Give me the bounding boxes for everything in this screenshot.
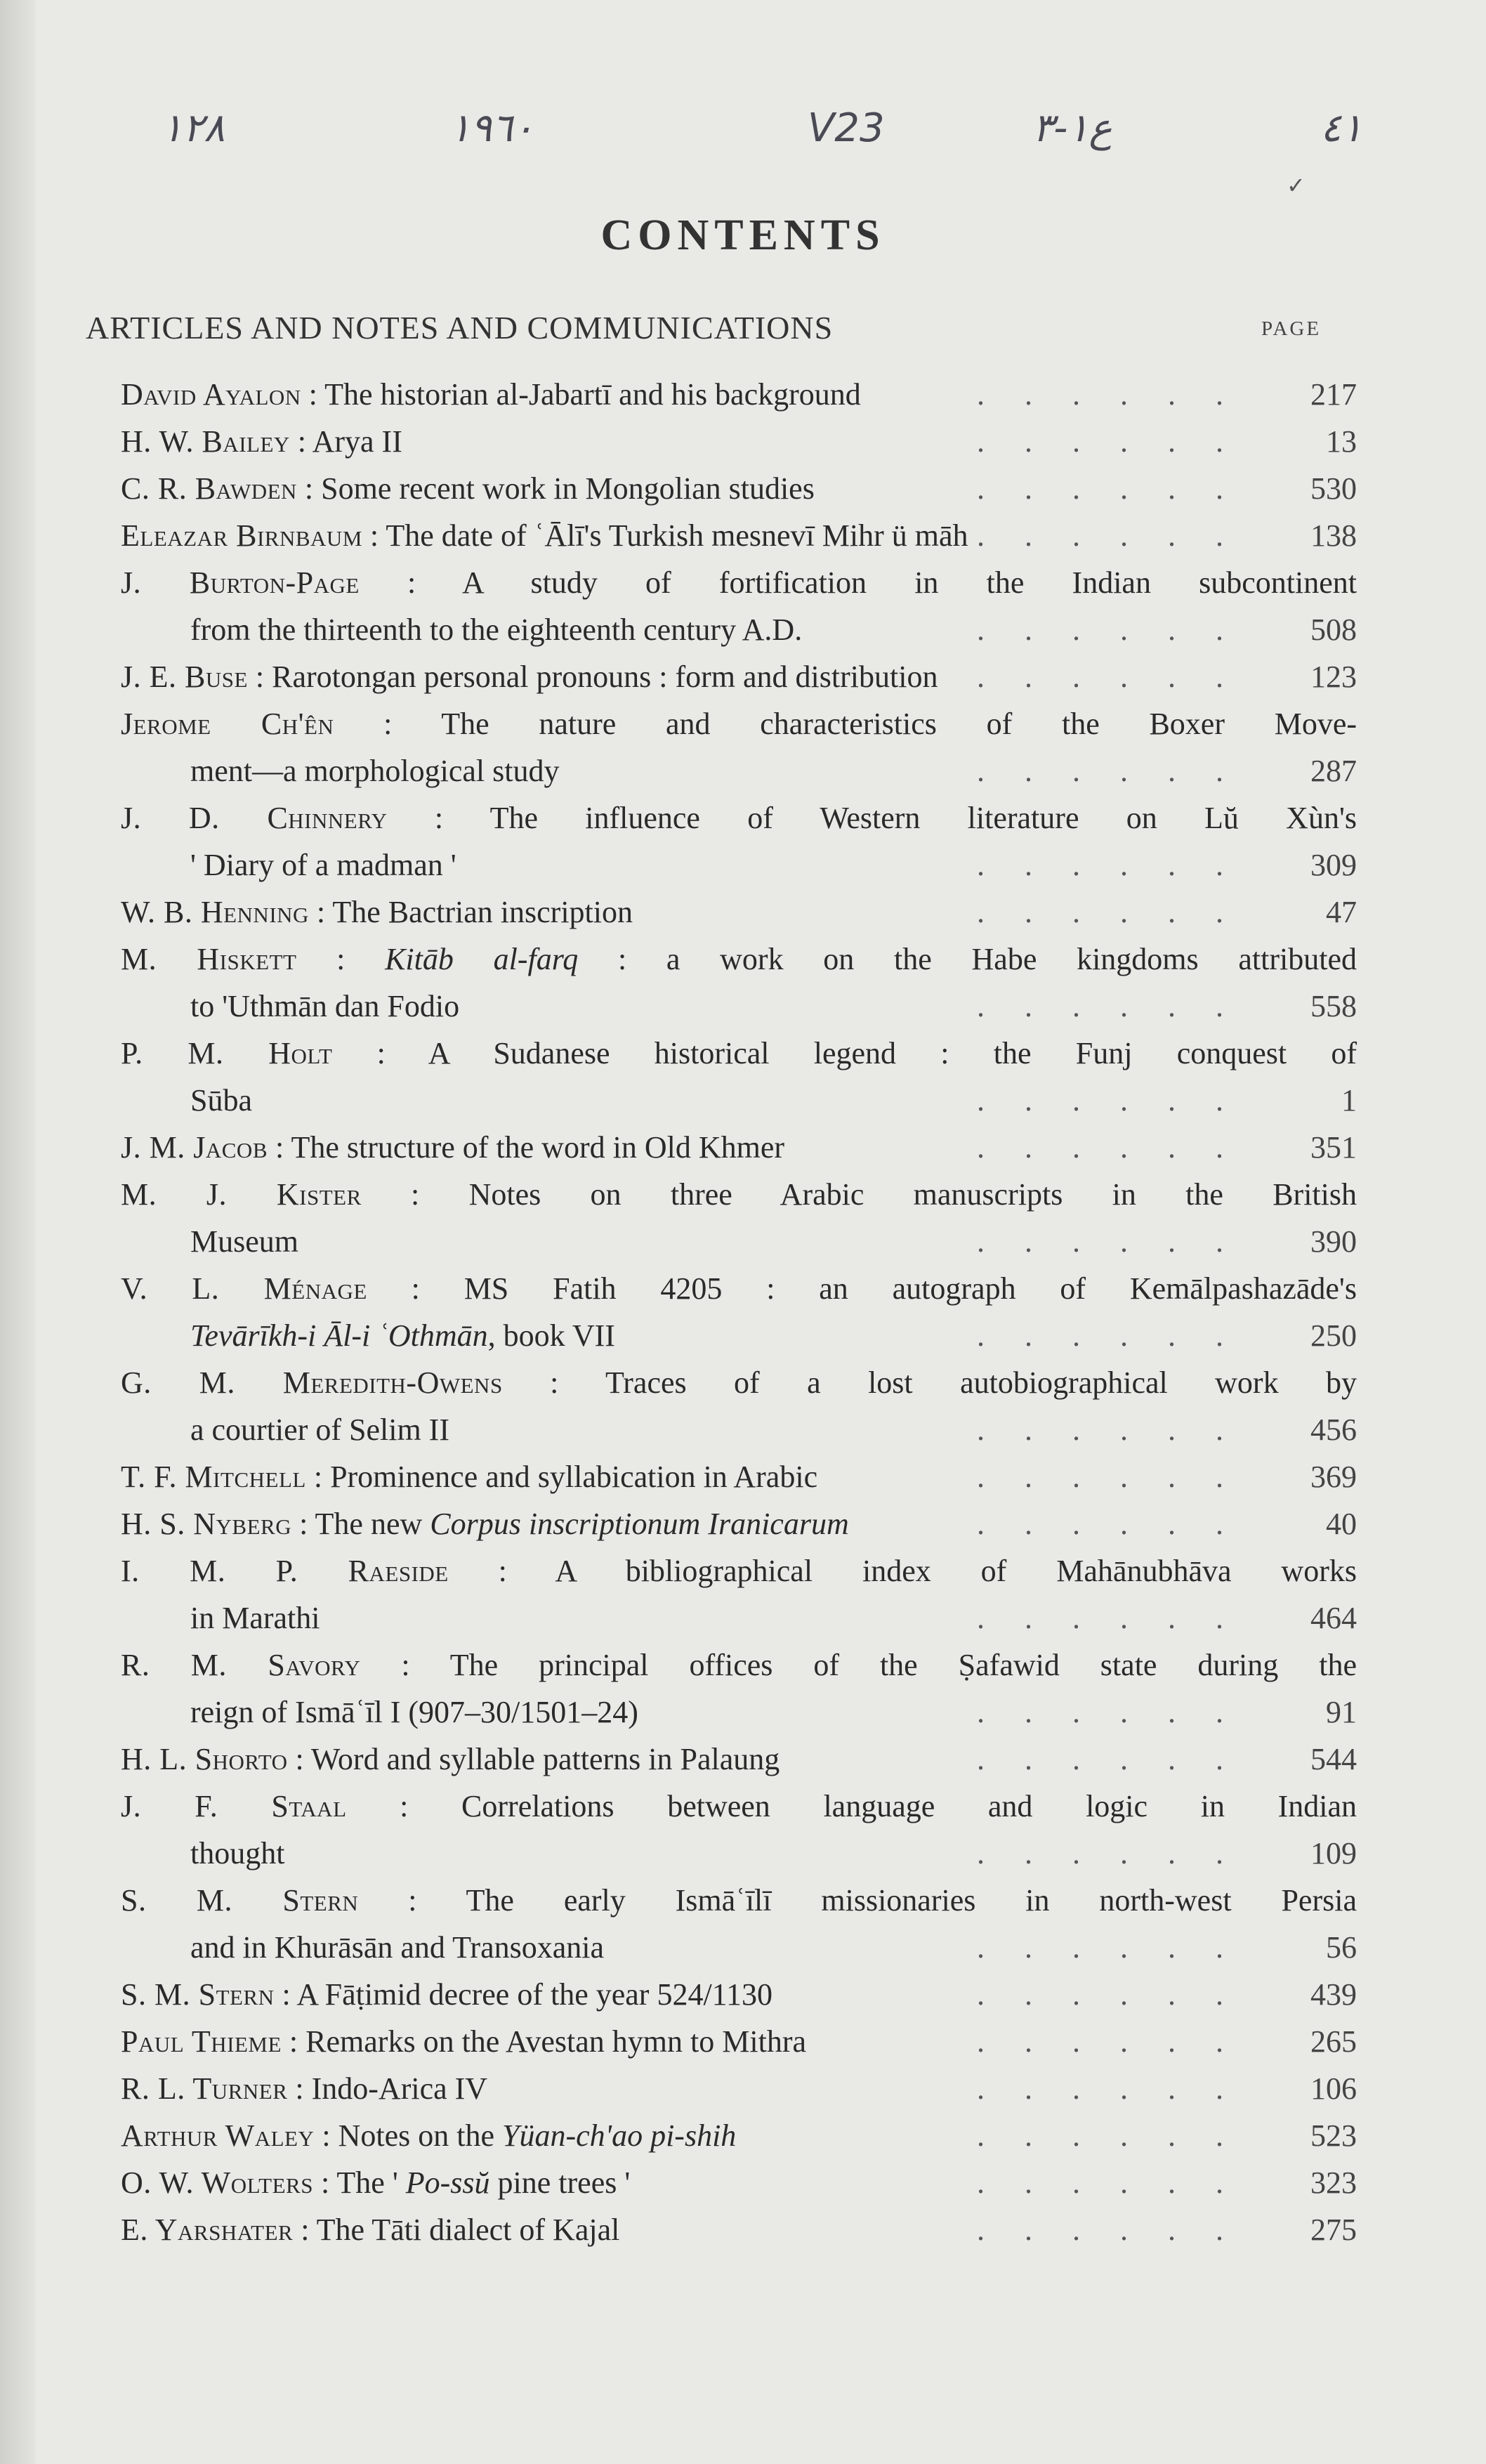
entry-continuation-line [121,1594,1357,1641]
section-heading: ARTICLES AND NOTES AND COMMUNICATIONS [86,310,834,346]
handwritten-note-5: ٤١ [1320,105,1363,151]
entry-page-number: 91 [1326,1695,1357,1729]
entry-title: Notes on the [338,2118,494,2153]
entry-first-line: G. M. Meredith-Owens : Traces of a lost autobiographical work by [121,1365,1357,1400]
entry-title: The ' [336,2165,398,2200]
entry-first-line: H. W. Bailey : Arya II . . . . . . 13 [121,418,1357,465]
entry-continuation-line [121,1689,1357,1736]
entry-first-line: J. D. Chinnery : The influence of Western literature on Lŭ Xùn's [121,801,1357,835]
handwritten-note-2: ١٩٦٠ [449,105,534,151]
contents-entry[interactable] [121,1265,1357,1359]
entry-first-line: P. M. Holt : A Sudanese historical legend : the Funj conquest of [121,1036,1357,1070]
contents-entry[interactable] [121,1030,1357,1124]
entry-title-italic: Po-ssŭ [405,2165,490,2200]
leader-dots: . . . . . . [977,848,1223,882]
contents-entry[interactable] [121,700,1357,794]
contents-entry[interactable] [121,2065,1357,2112]
contents-entry[interactable] [121,889,1357,936]
entry-page-number: 265 [1310,2024,1357,2059]
entry-author: S. M. Stern [121,1977,275,2012]
entry-page-number: 464 [1310,1601,1357,1635]
leader-dots: . . . . . . [977,2071,1223,2106]
entry-page-number: 109 [1310,1836,1357,1870]
entry-page-number: 530 [1310,471,1357,506]
entry-first-line: C. R. Bawden : Some recent work in Mongolian studies . . . . . . 530 [121,465,1357,512]
contents-entry[interactable] [121,1453,1357,1500]
entry-continuation: and in Khurāsān and Transoxania [190,1930,605,1965]
page-binding-shadow [0,0,35,2464]
entry-title: The influence of Western literature on Lŭ Xùn's [489,801,1357,835]
entry-continuation: a courtier of Selim II [190,1413,449,1447]
entry-author: V. L. Ménage [121,1271,367,1306]
handwritten-tick-mark: ✓ [1287,173,1306,198]
entry-author: J. F. Staal [121,1789,347,1823]
leader-dots: . . . . . . [977,377,1223,412]
entry-page-number: 217 [1310,377,1357,412]
entry-continuation: , book VII [487,1318,615,1353]
leader-dots: . . . . . . [977,1742,1223,1776]
entry-first-line: H. S. Nyberg : The new Corpus inscriptionum Iranicarum . . . . . . 40 [121,1500,1357,1547]
entry-page-number: 309 [1310,848,1357,882]
entry-first-line: Jerome Ch'ên : The nature and characteristics of the Boxer Move- [121,707,1357,741]
leader-dots: . . . . . . [977,1695,1223,1729]
entry-continuation: Sūba [190,1083,252,1118]
entry-page-number: 523 [1310,2118,1357,2153]
entry-author: O. W. Wolters [121,2165,313,2200]
contents-entry[interactable] [121,1171,1357,1265]
entry-continuation-line [121,1406,1357,1453]
entry-title: Correlations between language and logic in Indian [461,1789,1357,1823]
entry-title: A bibliographical index of Mahānubhāva works [555,1554,1357,1588]
entry-author: R. M. Savory [121,1648,361,1682]
entry-title: MS Fatih 4205 : an autograph of Kemālpashazāde's [463,1271,1357,1306]
entry-author: S. M. Stern [121,1883,359,1918]
entry-first-line: David Ayalon : The historian al-Jabartī and his background . . . . . . 217 [121,371,1357,418]
entry-title: The Bactrian inscription [332,895,633,929]
contents-entry[interactable] [121,1783,1357,1877]
entry-page-number: 138 [1310,518,1357,553]
entry-author: C. R. Bawden [121,471,297,506]
entry-author: M. Hiskett [121,942,297,976]
entry-title: Remarks on the Avestan hymn to Mithra [305,2024,807,2059]
leader-dots: . . . . . . [977,1413,1223,1447]
contents-entry[interactable] [121,1547,1357,1641]
contents-entry[interactable] [121,2159,1357,2206]
leader-dots: . . . . . . [977,424,1223,459]
entry-first-line: R. L. Turner : Indo-Arica IV . . . . . . 106 [121,2065,1357,2112]
entry-continuation-line [121,606,1357,653]
entry-first-line: R. M. Savory : The principal offices of the Ṣafawid state during the [121,1648,1357,1682]
entry-page-number: 287 [1310,754,1357,788]
leader-dots: . . . . . . [977,1460,1223,1494]
contents-entry[interactable] [121,418,1357,465]
entry-first-line: I. M. P. Raeside : A bibliographical index of Mahānubhāva works [121,1554,1357,1588]
entry-title: Indo-Arica IV [311,2071,488,2106]
entry-author: J. Burton-Page [121,565,360,600]
entry-first-line: M. Hiskett : Kitāb al-farq : a work on the Habe kingdoms attributed [121,942,1357,976]
entry-title: A study of fortification in the Indian subcontinent [462,565,1357,600]
contents-entry[interactable] [121,371,1357,418]
entry-first-line: J. F. Staal : Correlations between language and logic in Indian [121,1789,1357,1823]
entry-first-line: E. Yarshater : The Tāti dialect of Kajal . . . . . . 275 [121,2206,1357,2253]
entry-title: Traces of a lost autobiographical work by [605,1365,1357,1400]
entry-page-number: 390 [1310,1224,1357,1259]
entry-first-line: Arthur Waley : Notes on the Yüan-ch'ao pi-shih . . . . . . 523 [121,2112,1357,2159]
entry-title: The date of ʿĀlī's Turkish mesnevī Mihr ü māh [386,518,968,553]
entry-title: The early Ismāʿīlī missionaries in north-west Persia [466,1883,1357,1918]
leader-dots: . . . . . . [977,1318,1223,1353]
entry-title: Rarotongan personal pronouns : form and distribution [272,660,938,694]
leader-dots: . . . . . . [977,895,1223,929]
entry-continuation: reign of Ismāʿīl I (907–30/1501–24) [190,1695,638,1729]
entry-continuation-line [121,983,1357,1030]
entry-author: J. D. Chinnery [121,801,388,835]
contents-entry[interactable] [121,512,1357,559]
entry-author: Paul Thieme [121,2024,282,2059]
entry-author: M. J. Kister [121,1177,362,1212]
entry-continuation-line [121,1077,1357,1124]
handwritten-note-3: V23 [808,105,885,151]
leader-dots: . . . . . . [977,471,1223,506]
entry-title-italic: Kitāb al-farq [385,942,579,976]
entry-title: Notes on three Arabic manuscripts in the British [468,1177,1357,1212]
entry-page-number: 106 [1310,2071,1357,2106]
entry-first-line: Paul Thieme : Remarks on the Avestan hymn to Mithra . . . . . . 265 [121,2018,1357,2065]
entry-title: A Fāṭimid decree of the year 524/1130 [296,1977,773,2012]
entry-page-number: 508 [1310,612,1357,647]
contents-entry[interactable] [121,559,1357,653]
entry-title: The Tāti dialect of Kajal [316,2213,620,2247]
leader-dots: . . . . . . [977,660,1223,694]
entry-first-line: S. M. Stern : The early Ismāʿīlī missionaries in north-west Persia [121,1883,1357,1918]
entry-page-number: 544 [1310,1742,1357,1776]
entry-title: Word and syllable patterns in Palaung [310,1742,780,1776]
entry-continuation: ' Diary of a madman ' [190,848,456,882]
entry-title: : a work on the Habe kingdoms attributed [617,942,1357,976]
entry-page-number: 558 [1310,989,1357,1023]
entry-first-line: J. Burton-Page : A study of fortification in the Indian subcontinent [121,565,1357,600]
contents-entry[interactable] [121,1124,1357,1171]
entry-page-number: 351 [1310,1130,1357,1165]
contents-entry[interactable] [121,794,1357,889]
entry-page-number: 250 [1310,1318,1357,1353]
entry-page-number: 47 [1326,895,1357,929]
page-title: CONTENTS [600,211,886,259]
entry-page-number: 439 [1310,1977,1357,2012]
entry-author: J. M. Jacob [121,1130,268,1165]
contents-entry[interactable] [121,1359,1357,1453]
entry-title-end: pine trees ' [497,2165,631,2200]
entry-author: J. E. Buse [121,660,248,694]
entry-continuation: from the thirteenth to the eighteenth century A.D. [190,612,803,647]
leader-dots: . . . . . . [977,1930,1223,1965]
entry-continuation-line [121,841,1357,889]
leader-dots: . . . . . . [977,1224,1223,1259]
entry-continuation: Museum [190,1224,298,1259]
entry-page-number: 123 [1310,660,1357,694]
entry-author: H. L. Shorto [121,1742,288,1776]
leader-dots: . . . . . . [977,1507,1223,1541]
entry-author: H. W. Bailey [121,424,290,459]
entry-title: Arya II [312,424,402,459]
entry-author: W. B. Henning [121,895,309,929]
leader-dots: . . . . . . [977,754,1223,788]
entry-first-line: H. L. Shorto : Word and syllable patterns in Palaung . . . . . . 544 [121,1736,1357,1783]
entry-page-number: 456 [1310,1413,1357,1447]
entry-continuation-line [121,1312,1357,1359]
leader-dots: . . . . . . [977,2118,1223,2153]
contents-entry[interactable] [121,2112,1357,2159]
entry-first-line: S. M. Stern : A Fāṭimid decree of the year 524/1130 . . . . . . 439 [121,1971,1357,2018]
contents-entry[interactable] [121,1877,1357,1971]
entry-page-number: 323 [1310,2165,1357,2200]
leader-dots: . . . . . . [977,518,1223,553]
entry-page-number: 369 [1310,1460,1357,1494]
leader-dots: . . . . . . [977,1083,1223,1118]
entry-page-number: 13 [1326,424,1357,459]
entry-continuation: thought [190,1836,285,1870]
entry-author: I. M. P. Raeside [121,1554,449,1588]
entry-title: The historian al-Jabartī and his background [324,377,861,412]
entry-first-line: M. J. Kister : Notes on three Arabic manuscripts in the British [121,1177,1357,1212]
entry-title: A Sudanese historical legend : the Funj conquest of [428,1036,1357,1070]
entry-author: Jerome Ch'ên [121,707,334,741]
contents-entry[interactable] [121,1641,1357,1736]
entry-continuation-line [121,1218,1357,1265]
entry-continuation: to 'Uthmān dan Fodio [190,989,460,1023]
entry-author: David Ayalon [121,377,301,412]
entry-title: Some recent work in Mongolian studies [321,471,815,506]
entry-title: The nature and characteristics of the Boxer Move- [441,707,1357,741]
entry-author: E. Yarshater [121,2213,294,2247]
entry-continuation-line [121,747,1357,794]
entry-first-line: Eleazar Birnbaum : The date of ʿĀlī's Turkish mesnevī Mihr ü māh . . . . . . 138 [121,512,1357,559]
leader-dots: . . . . . . [977,1601,1223,1635]
contents-entry[interactable] [121,465,1357,512]
entry-author: Eleazar Birnbaum [121,518,362,553]
contents-entry[interactable] [121,653,1357,700]
leader-dots: . . . . . . [977,1836,1223,1870]
entry-title: The principal offices of the Ṣafawid state during the [449,1648,1357,1682]
handwritten-note-4: ع١-٣ [1032,105,1112,151]
leader-dots: . . . . . . [977,612,1223,647]
entry-continuation: ment—a morphological study [190,754,560,788]
entry-author: G. M. Meredith-Owens [121,1365,503,1400]
entry-author: R. L. Turner [121,2071,288,2106]
entry-first-line: W. B. Henning : The Bactrian inscription . . . . . . 47 [121,889,1357,936]
entry-first-line: J. M. Jacob : The structure of the word in Old Khmer . . . . . . 351 [121,1124,1357,1171]
contents-entry[interactable] [121,1736,1357,1783]
entry-page-number: 1 [1341,1083,1357,1118]
entry-first-line: J. E. Buse : Rarotongan personal pronouns : form and distribution . . . . . . 123 [121,653,1357,700]
contents-entry[interactable] [121,1500,1357,1547]
entry-page-number: 40 [1326,1507,1357,1541]
contents-entry[interactable] [121,1971,1357,2018]
handwritten-note-1: ١٢٨ [162,105,225,151]
entry-author: P. M. Holt [121,1036,333,1070]
contents-entry[interactable] [121,936,1357,1030]
contents-entry[interactable] [121,2206,1357,2253]
entry-continuation-line [121,1924,1357,1971]
contents-entry[interactable] [121,2018,1357,2065]
entry-first-line: V. L. Ménage : MS Fatih 4205 : an autograph of Kemālpashazāde's [121,1271,1357,1306]
entry-continuation: in Marathi [190,1601,320,1635]
page-column-header: PAGE [1261,317,1322,340]
entry-title-italic: Corpus inscriptionum Iranicarum [430,1507,849,1541]
leader-dots: . . . . . . [977,1977,1223,2012]
entry-title: Prominence and syllabication in Arabic [330,1460,818,1494]
entry-continuation-line [121,1830,1357,1877]
leader-dots: . . . . . . [977,2165,1223,2200]
leader-dots: . . . . . . [977,989,1223,1023]
entry-page-number: 56 [1326,1930,1357,1965]
leader-dots: . . . . . . [977,2213,1223,2247]
entry-continuation-italic: Tevārīkh-i Āl-i ʿOthmān [190,1318,488,1353]
entry-title-italic: Yüan-ch'ao pi-shih [502,2118,737,2153]
entry-title: The new [315,1507,423,1541]
leader-dots: . . . . . . [977,2024,1223,2059]
entry-author: H. S. Nyberg [121,1507,292,1541]
entry-author: Arthur Waley [121,2118,315,2153]
entry-author: T. F. Mitchell [121,1460,306,1494]
leader-dots: . . . . . . [977,1130,1223,1165]
entry-first-line: T. F. Mitchell : Prominence and syllabication in Arabic . . . . . . 369 [121,1453,1357,1500]
entry-title: The structure of the word in Old Khmer [291,1130,785,1165]
entry-first-line: O. W. Wolters : The ' Po-ssŭ pine trees ' . . . . . . 323 [121,2159,1357,2206]
entry-page-number: 275 [1310,2213,1357,2247]
